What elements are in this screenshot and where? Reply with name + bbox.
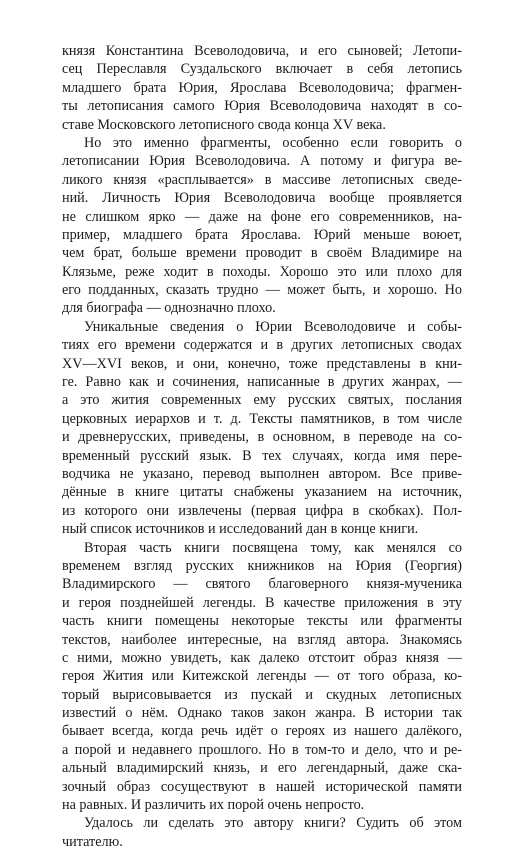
text-line: церковных иерархов и т. д. Тексты памятников, в том числе [62,410,462,427]
text-line: известий о нём. Однако таков закон жанра. В истории так [62,705,462,722]
paragraph [62,42,462,134]
text-line: ний. Личность Юрия Всеволодовича вообще проявляется [62,190,462,207]
text-line: ге. Равно как и сочинения, написанные в других жанрах, — [62,374,462,391]
paragraph [62,539,462,815]
text-line: временный русский язык. В тех случаях, когда имя пере- [62,447,462,464]
text-line: а порой и недавнего прошлого. Но в том-то и дело, что и ре- [62,741,462,758]
text-line: на равных. И различить их порой очень непросто. [62,797,365,814]
text-line: его подданных, сказать трудно — может быть, и хорошо. Но [62,282,462,299]
paragraph [62,134,462,318]
text-line: сец Переславля Суздальского включает в себя летопись [62,61,462,78]
text-line: ставе Московского летописного свода конца XV века. [62,116,386,133]
text-line: ты летописания самого Юрия Всеволодовича находят в со- [62,98,462,115]
paragraph [62,814,462,851]
text-line: временем взгляд русских книжников на Юрия (Георгия) [62,557,462,574]
text-line: Вторая часть книги посвящена тому, как менялся со [84,539,462,556]
text-line: младшего брата Юрия, Ярослава Всеволодовича; фрагмен- [62,79,462,96]
text-line: летописании Юрия Всеволодовича. А потому и фигура ве- [62,153,462,170]
text-line: торый вырисовывается из пускай и скудных летописных [62,686,462,703]
book-page-text [62,42,462,851]
text-line: читателю. [62,833,123,850]
text-line: не слишком ярко — даже на фоне его современников, на- [62,208,462,225]
text-line: ный список источников и исследований дан в конце книги. [62,521,419,538]
text-line: альный владимирский князь, и его легендарный, даже ска- [62,760,462,777]
text-line: тиях его времени содержатся и в других летописных сводах [62,337,462,354]
paragraph [62,318,462,539]
text-line: часть книги помещены некоторые тексты или фрагменты [62,613,462,630]
text-line: ликого князя «расплывается» в массиве летописных сведе- [62,171,462,188]
text-line: чем брат, больше времени проводит в своём Владимире на [62,245,462,262]
text-line: Владимирского — святого благоверного князя-мученика [62,576,462,593]
text-line: Но это именно фрагменты, особенно если говорить о [84,134,462,151]
text-line: пример, младшего брата Ярослава. Юрий меньше воюет, [62,226,462,243]
text-line: XV—XVI веков, и они, конечно, тоже представлены в кни- [62,355,462,372]
text-line: водчика не указано, перевод выполнен автором. Все приве- [62,465,462,482]
text-line: Клязьме, реже ходит в походы. Хорошо это или плохо для [62,263,462,280]
text-line: Уникальные сведения о Юрии Всеволодовиче и собы- [84,318,462,335]
text-line: из которого они извлечены (первая цифра в скобках). Пол- [62,502,462,519]
text-line: текстов, наиболее интересные, на взгляд автора. Знакомясь [62,631,462,648]
text-line: зочный образ сосуществуют в нашей исторической памяти [62,778,462,795]
text-line: и древнерусских, приведены, в основном, в переводе на со- [62,429,462,446]
text-line: бывает всегда, когда речь идёт о героях из нашего далёкого, [62,723,462,740]
text-line: Удалось ли сделать это автору книги? Судить об этом [84,815,462,832]
text-line: а это жития современных ему русских святых, послания [62,392,462,409]
text-line: и героя позднейшей легенды. В качестве приложения в эту [62,594,462,611]
text-line: с ними, можно увидеть, как далеко отстоит образ князя — [62,649,462,666]
text-line: князя Константина Всеволодовича, и его сыновей; Летопи- [62,43,462,59]
text-line: героя Жития или Китежской легенды — от того образа, ко- [62,668,462,685]
text-line: дённые в книге цитаты снабжены указанием на источник, [62,484,462,501]
text-line: для биографа — однозначно плохо. [62,300,276,317]
